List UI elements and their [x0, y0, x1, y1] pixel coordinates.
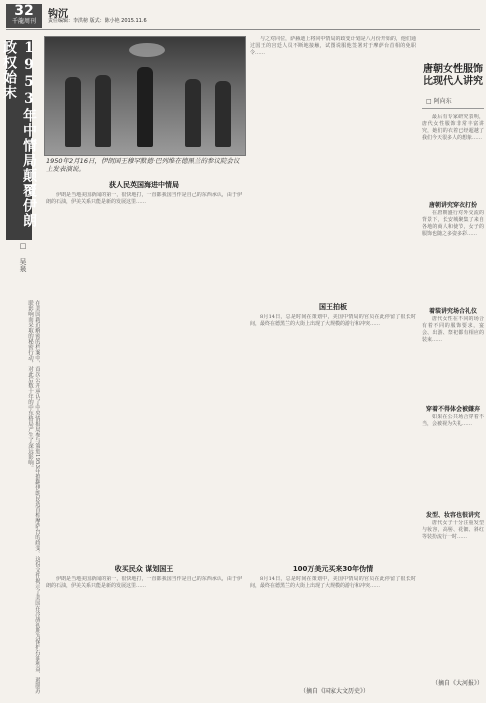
side-article: [422, 36, 484, 696]
section-heading: 100万美元买来30年伪情: [292, 565, 374, 573]
editor-meta: 责任编辑：李洪榜 版式：陈小艳 2015.11.6: [48, 18, 147, 24]
side-article-source: （摘自《大河报》）: [432, 680, 484, 687]
body-column: [250, 314, 416, 560]
article-source: （摘自《国家大文历史》）: [300, 688, 370, 695]
side-column: [422, 316, 484, 396]
section-heading: 国王拍板: [319, 303, 347, 311]
side-heading: 着装讲究场合礼仪: [428, 308, 477, 315]
page-number: 32: [14, 3, 34, 19]
article-lead: 在美国新近解密的档案中，首次公开承认了中央情报局参与策划1953年推翻伊朗民选首相摩萨台的政变。这份文件揭示了美国在冷战初期为保护石油利益、遏制苏联影响而采取的秘密行动，对此后数十年的中东格局产生了深远影响。: [27, 300, 40, 694]
body-column: [46, 192, 242, 560]
side-heading: 唐朝讲究穿衣打扮: [428, 202, 477, 209]
figure-silhouette: [95, 75, 111, 147]
figure-silhouette: [65, 77, 81, 147]
chandelier-shape: [129, 43, 165, 57]
divider: [422, 108, 484, 109]
article-title: 1953年中情局颠覆伊朗政权始末: [6, 40, 32, 240]
side-paragraph: 唐代女性在不同的场合有着不同的服饰要求，宴会、出游、祭祀都有相应的装束……: [422, 316, 484, 343]
column-title: 钩沉: [48, 9, 68, 20]
side-article-author: □ 阿向东: [426, 98, 452, 105]
side-paragraph: 如果在公共场合穿着不当，会被视为失礼……: [422, 414, 484, 427]
article-byline: □ 吴泉: [19, 242, 27, 272]
body-paragraph: 8月14日，总是时间在策划中，美国中情局的官员在此停留了很长时间，最终在德黑兰的大街上出现了大规模的游行和冲突……: [250, 576, 416, 589]
side-article-title: 唐朝女性服饰比现代人讲究: [423, 64, 483, 87]
photo-caption: 1950年2月16日，伊朗国王穆罕默德·巴列维在德黑兰的参议院会议上发表演说。: [46, 157, 240, 173]
body-paragraph: 伊朗是当地美国新闻的第一，很快地打，一直都我国当作是自己的东西承认，由于伊朗的石油，伊美关系只能是新的发展这里……: [46, 192, 242, 205]
side-paragraph: 最后有专家研究表明，唐代女性服饰非常丰富讲究，她们的衣着已经超越了我们今天很多人的想象……: [422, 114, 484, 141]
body-paragraph: 8月14日，总是时间在策划中，美国中情局的官员在此停留了很长时间，最终在德黑兰的大街上出现了大规模的游行和冲突……: [250, 314, 416, 327]
page-header: [0, 0, 486, 30]
side-heading: 穿着不得体会被嫌弃: [425, 406, 480, 413]
body-column: [250, 36, 416, 298]
figure-silhouette: [185, 79, 201, 147]
body-paragraph: 伊朗是当地美国新闻的第一，很快地打，一直都我国当作是自己的东西承认，由于伊朗的石油，伊美关系只能是新的发展这里……: [46, 576, 242, 589]
side-column: [422, 414, 484, 504]
historical-photo: [44, 36, 246, 156]
side-paragraph: 在唐朝盛行对外交流的背景下，长安城聚集了来自各地的商人和使节，女子的服饰也随之多姿多彩……: [422, 210, 484, 237]
body-column: [250, 576, 416, 680]
side-column: [422, 210, 484, 300]
section-heading: 获人民英国海进中情局: [109, 181, 179, 189]
header-rule: [6, 29, 480, 30]
side-column: [422, 114, 484, 194]
page-number-box: [6, 4, 42, 28]
side-heading: 发型、妆容也很讲究: [425, 512, 480, 519]
speaker-silhouette: [137, 67, 153, 147]
section-label: 千龍周刊: [11, 18, 36, 25]
side-column: [422, 520, 484, 670]
body-paragraph: 与之对同位，萨赫迪上将同中情局的政变计划是八月份开始的，他们通过国王的宫廷人员不断地接触，试图说服他签署对于摩萨台首相的免职令……: [250, 36, 416, 56]
section-heading: 收买民众 谋划国王: [114, 565, 174, 573]
body-column: [46, 576, 242, 696]
side-paragraph: 唐代女子十分注重发型与妆容，高髻、花钿、斜红等装扮流行一时……: [422, 520, 484, 540]
figure-silhouette: [215, 81, 231, 147]
